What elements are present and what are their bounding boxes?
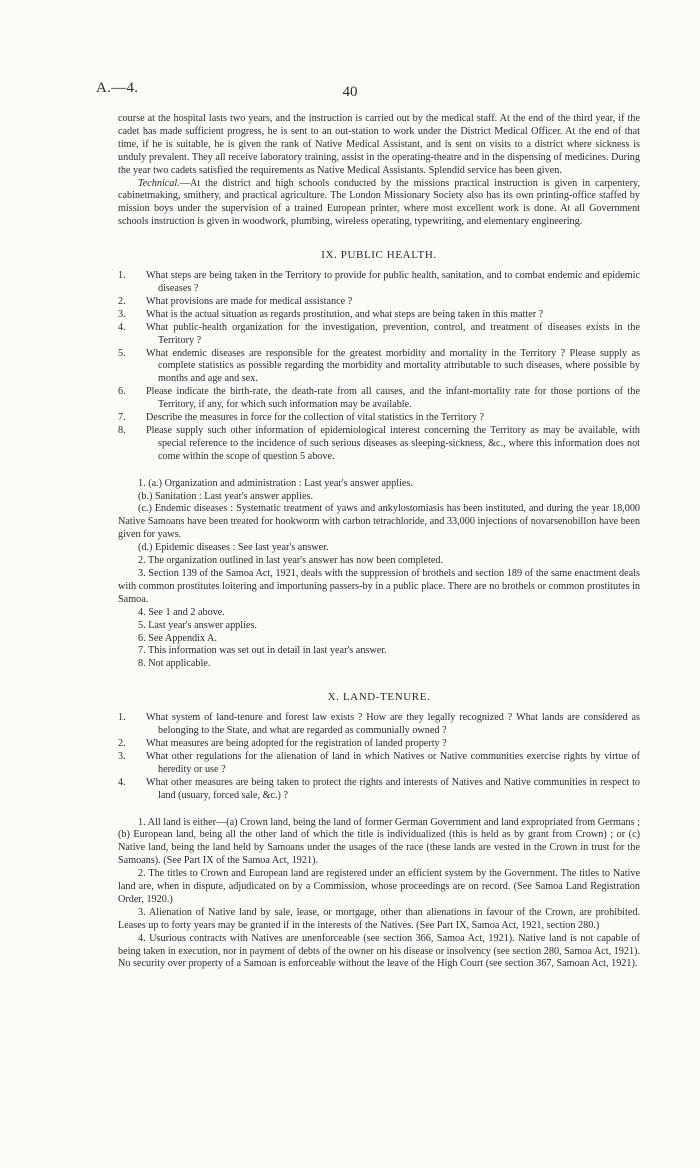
answer-5: 5. Last year's answer applies.: [138, 619, 257, 631]
answer-1c: (c.) Endemic diseases : Systematic treatment of yaws and ankylostomiasis has been instituted, and during the year 18,000 Native Samoans have been treated for hookworm with carbon tetrachloride, and 33,000 injections of novarsenobillon have been given for yaws.: [118, 503, 641, 541]
question-item: 8. Please supply such other information of epidemiological interest concerning the Territory as may be available, with special reference to the incidence of such serious diseases as sleeping-sickness, &c., where this information does not come within the scope of question 5 above.: [118, 424, 640, 462]
question-item: 1. What system of land-tenure and forest law exists ? How are they legally recognized ? What lands are considered as belonging to the State, and what are regarded as communially owned ?: [118, 712, 640, 737]
page-number: 40: [342, 84, 358, 100]
question-item: 1. What steps are being taken in the Territory to provide for public health, sanitation, and to combat endemic and epidemic diseases ?: [118, 270, 640, 294]
question-item: 4. What public-health organization for the investigation, prevention, control, and treatment of diseases exists in the Territory ?: [118, 321, 640, 346]
question-item: 2. What measures are being adopted for the registration of landed property ?: [118, 737, 447, 749]
answer-2: 2. The organization outlined in last year's answer has now been completed.: [138, 555, 444, 567]
question-item: 2. What provisions are made for medical assistance ?: [118, 295, 353, 307]
answer-3: 3. Section 139 of the Samoa Act, 1921, deals with the suppression of brothels and section 189 of the same enactment deals with common prostitutes loitering and importuning passers-by in a public place. There are no brothels or common prostitutes in Samoa.: [118, 568, 640, 605]
public-health-answers: [118, 478, 640, 672]
question-item: 4. What other measures are being taken to protect the rights and interests of Natives and Native communities in respect to land (usuary, forced sale, &c.) ?: [118, 776, 640, 801]
land-answer-1: 1. All land is either—(a) Crown land, being the land of former German Government and land expropriated from Germans ; (b) European land, being all the other land of which the title is individualized (this is held as by grant from Crown) ; or (c) Native land, being the land held by Samoans under the usages of the race (these lands are vested in the Crown in trust for the Samoans). (See Part IX of the Samoa Act, 1921).: [118, 816, 640, 867]
question-item: 7. Describe the measures in force for the collection of vital statistics in the Territory ?: [118, 412, 484, 424]
section-heading-public-health: IX. PUBLIC HEALTH.: [321, 249, 437, 262]
intro-paragraph-1: course at the hospital lasts two years, and the instruction is carried out by the medical staff. At the end of the third year, if the cadet has made sufficient progress, he is sent to an out-station to work under the District Medical Officer. At the end of that time, if he is suitable, he is given the rank of Native Medical Assistant, and is sent on visits to a district where sickness is unduly prevalent. They all receive laboratory training, assist in the operating-theatre and in the dispensing of medicines. During the year two cadets satisfied the requirements as Native Medical Assistants. Splendid service has been given.: [118, 113, 640, 176]
answer-1d: (d.) Epidemic diseases : See last year's answer.: [138, 542, 329, 554]
question-item: 6. Please indicate the birth-rate, the death-rate from all causes, and the infant-mortality rate for those portions of the Territory, if any, for which such information may be available.: [118, 386, 640, 411]
land-answer-4: 4. Usurious contracts with Natives are unenforceable (see section 366, Samoa Act, 1921). Native land is not capable of being taken in execution, nor in payment of debts of the owner on his disease or insolvency (see section 280, Samoa Act, 1921). No security over property of a Samoan is enforceable without the leave of the High Court (see section 367, Samoan Act, 1921).: [118, 932, 640, 970]
page-body: [118, 113, 640, 971]
land-tenure-answers: [118, 817, 640, 972]
answer-4: 4. See 1 and 2 above.: [138, 606, 225, 618]
intro-paragraph-2: [118, 178, 640, 230]
land-tenure-questions: [118, 712, 640, 802]
technical-text: —At the district and high schools conducted by the missions practical instruction is given in carpentery, cabinetmaking, smithery, and practical agriculture. The London Missionary Society also has its own printing-office staffed by mission boys under the supervision of a trained European printer, where most excellent work is done. At all Government schools instruction is given in woodwork, plumbing, wireless operating, typewriting, and elementary engineering.: [118, 177, 640, 228]
answer-8: 8. Not applicable.: [138, 658, 211, 670]
question-item: 3. What other regulations for the alienation of land in which Natives or Native communities exercise rights by virtue of heredity or use ?: [118, 750, 640, 775]
answer-1a: 1. (a.) Organization and administration : Last year's answer applies.: [138, 477, 413, 489]
answer-7: 7. This information was set out in detail in last year's answer.: [138, 645, 387, 657]
report-reference: A.—4.: [96, 80, 139, 96]
land-answer-2: 2. The titles to Crown and European land are registered under an efficient system by the Government. The titles to Native land are, when in dispute, adjudicated on by a Commission, whose proceedings are on record. (See Samoa Land Registration Order, 1920.): [118, 868, 640, 905]
answer-1b: (b.) Sanitation : Last year's answer applies.: [138, 490, 313, 502]
question-item: 3. What is the actual situation as regards prostitution, and what steps are being taken in this matter ?: [118, 308, 544, 320]
answer-6: 6. See Appendix A.: [138, 632, 217, 644]
public-health-questions: [118, 270, 640, 464]
question-item: 5. What endemic diseases are responsible for the greatest morbidity and mortality in the Territory ? Please supply as complete statistics as possible regarding the morbidity and mortality attributable to such diseases, where possible by months and age and sex.: [118, 347, 640, 385]
land-answer-3: 3. Alienation of Native land by sale, lease, or mortgage, other than alienations in favour of the Crown, are prohibited. Leases up to forty years may be granted if in the interests of the Natives. (See Part IX, Samoa Act, 1921, section 280.): [118, 906, 640, 931]
section-heading-land-tenure: X. LAND-TENURE.: [327, 691, 431, 704]
technical-label: Technical.: [138, 177, 180, 189]
